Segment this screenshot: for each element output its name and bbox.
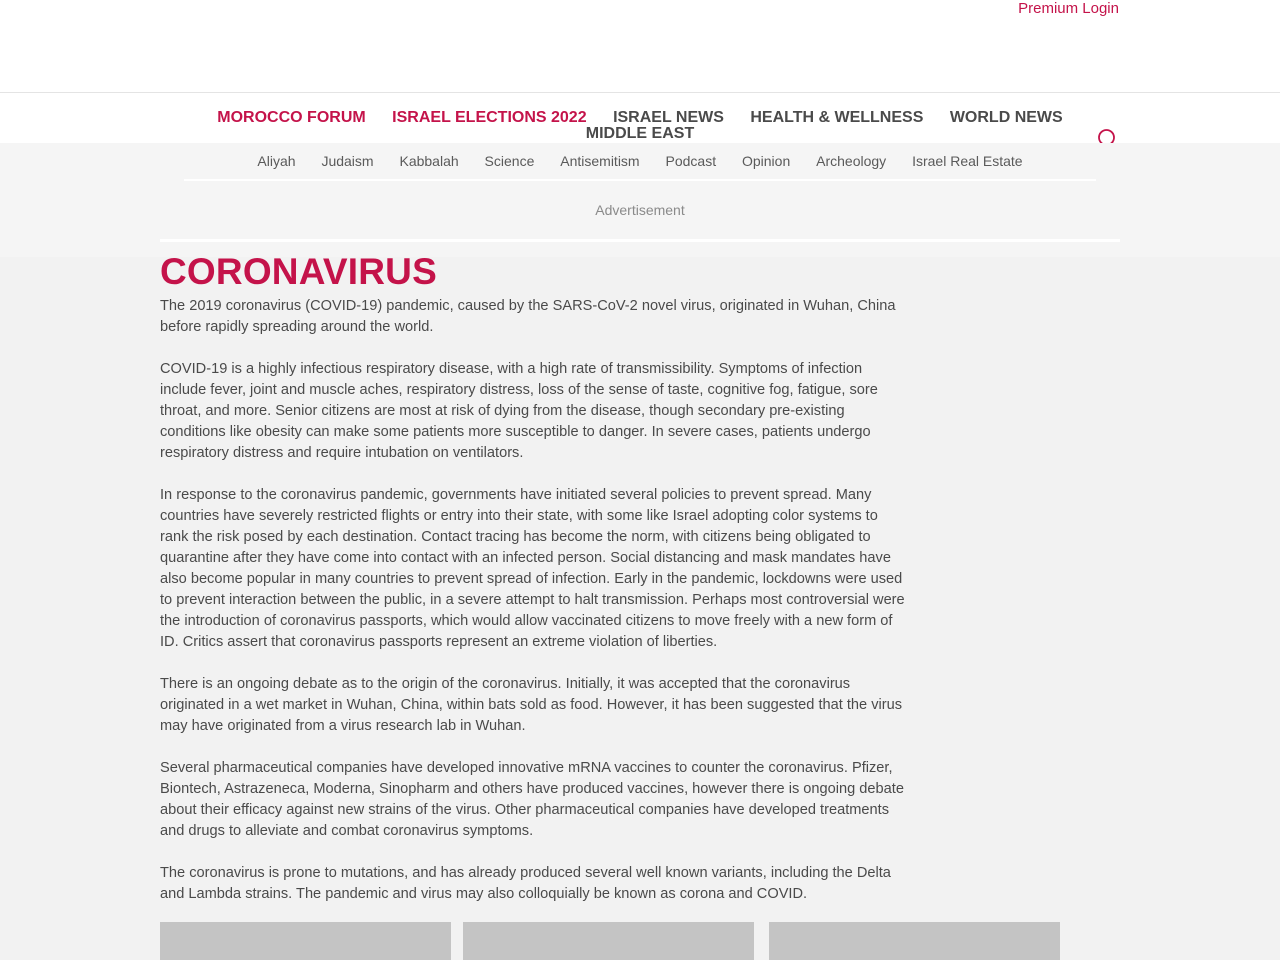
primary-nav [0,93,1280,143]
advertisement-label: Advertisement [595,202,685,218]
paragraph: The 2019 coronavirus (COVID-19) pandemic, caused by the SARS-CoV-2 novel virus, originated in Wuhan, China before rapidly spreading around the world. [160,298,896,335]
sub-nav-item-science[interactable]: Science [484,153,535,169]
paragraph: The coronavirus is prone to mutations, and has already produced several well known variants, including the Delta and Lambda strains. The pandemic and virus may also colloquially be known as corona and COVID. [160,865,891,902]
main-content [160,252,905,926]
paragraph: There is an ongoing debate as to the origin of the coronavirus. Initially, it was accepted that the coronavirus originated in a wet market in Wuhan, China, within bats sold as food. However, it has been suggested that the virus may have originated from a virus research lab in Wuhan. [160,676,903,734]
nav-item-middle-east[interactable]: MIDDLE EAST [585,125,695,142]
nav-item-israel-news[interactable]: ISRAEL NEWS [613,109,724,126]
nav-item-health-wellness[interactable]: HEALTH & WELLNESS [750,109,924,126]
primary-nav-items [200,110,1080,142]
divider [160,239,1120,242]
sub-nav-area [0,143,1280,257]
paragraph: In response to the coronavirus pandemic, governments have initiated several policies to prevent spread. Many countries have severely restricted flights or entry into their state, with some like Israel adopting color systems to rank the risk posed by each destination. Contact tracing has become the norm, with citizens being obligated to quarantine after they have come into contact with an infected person. Social distancing and mask mandates have also become popular in many countries to prevent spread of infection. Early in the pandemic, lockdowns were used to prevent interaction between the public, in a severe attempt to halt transmission. Perhaps most controversial were the introduction of coronavirus passports, which would allow vaccinated citizens to move freely with a new form of ID. Critics assert that coronavirus passports represent an extreme violation of liberties. [160,487,905,650]
sub-nav-item-antisemitism[interactable]: Antisemitism [560,153,640,169]
top-bar [0,0,1280,93]
nav-item-morocco-forum[interactable]: MOROCCO FORUM [217,109,366,126]
paragraph: COVID-19 is a highly infectious respiratory disease, with a high rate of transmissibility. Symptoms of infection include fever, joint and muscle aches, respiratory distress, loss of the sense of taste, cognitive fog, fatigue, sore throat, and more. Senior citizens are most at risk of dying from the disease, though secondary pre-existing conditions like obesity can make some patients more susceptible to danger. In severe cases, patients undergo respiratory distress and require intubation on ventilators. [160,361,878,461]
topic-description [160,296,905,905]
page-title: CORONAVIRUS [160,251,437,292]
article-card-image[interactable] [463,922,754,960]
sub-nav-item-podcast[interactable]: Podcast [665,153,717,169]
secondary-nav [184,153,1096,181]
premium-login-link[interactable]: Premium Login [1018,0,1119,17]
sub-nav-item-judaism[interactable]: Judaism [321,153,374,169]
article-card-image[interactable] [160,922,451,960]
sub-nav-item-archeology[interactable]: Archeology [816,153,887,169]
nav-item-world-news[interactable]: WORLD NEWS [949,109,1063,126]
sub-nav-item-israel-real-estate[interactable]: Israel Real Estate [912,153,1023,169]
paragraph: Several pharmaceutical companies have developed innovative mRNA vaccines to counter the coronavirus. Pfizer, Biontech, Astrazeneca, Moderna, Sinopharm and others have produced vaccines, however there is ongoing debate about their efficacy against new strains of the virus. Other pharmaceutical companies have developed treatments and drugs to alleviate and combat coronavirus symptoms. [160,760,904,839]
sub-nav-item-aliyah[interactable]: Aliyah [257,153,296,169]
article-cards [160,922,1060,960]
nav-item-israel-elections-2022[interactable]: ISRAEL ELECTIONS 2022 [392,109,587,126]
sub-nav-item-opinion[interactable]: Opinion [741,153,791,169]
article-card-image[interactable] [769,922,1060,960]
sub-nav-item-kabbalah[interactable]: Kabbalah [399,153,459,169]
